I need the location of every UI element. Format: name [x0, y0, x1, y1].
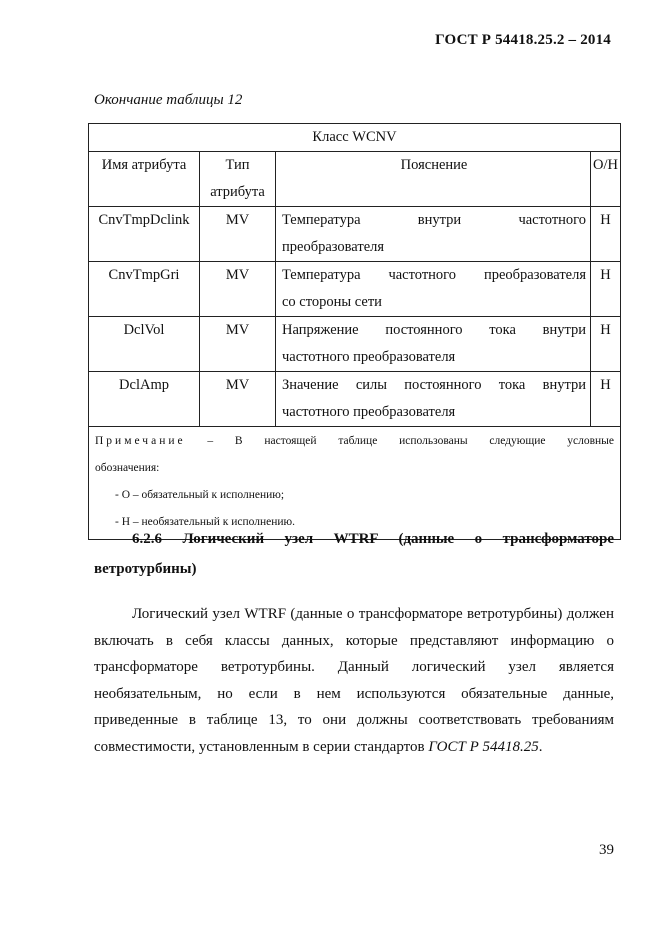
note-line1-text: – В настоящей таблице использованы следующие условные — [185, 435, 614, 447]
attr-type: MV — [200, 372, 276, 427]
attr-description-line2: со стороны сети — [282, 294, 382, 310]
header-description: Пояснение — [276, 152, 591, 207]
attr-description-line2: частотного преобразователя — [282, 349, 456, 365]
table-note — [89, 427, 621, 540]
attr-description-line1: Температура частотного преобразователя — [282, 267, 586, 283]
note-item-mandatory: - О – обязательный к исполнению; — [115, 489, 285, 501]
table-row — [89, 262, 621, 317]
note-item-optional: - Н – необязательный к исполнению. — [115, 516, 295, 528]
header-mo: О/Н — [591, 152, 621, 207]
attr-name: DclAmp — [89, 372, 200, 427]
attr-description-line1: Напряжение постоянного тока внутри — [282, 322, 586, 338]
section-heading-line1: 6.2.6 Логический узел WTRF (данные о трансформаторе — [132, 531, 614, 547]
note-line2: обозначения: — [95, 462, 160, 474]
attr-type: MV — [200, 262, 276, 317]
attr-description-line2: частотного преобразователя — [282, 404, 456, 420]
header-type — [200, 152, 276, 207]
note-line1 — [95, 428, 614, 455]
paragraph-text: Логический узел WTRF (данные о трансформаторе ветротурбины) должен включать в себя классы данных, которые представляют информацию о трансформаторе ветротурбины. Данный логический узел является необязательным, но если в нем используются обязательные данные, приведенные в таблице 13, то они должны соответствовать требованиям совместимости, установленным в серии стандартов — [94, 606, 614, 755]
attr-description-line1: Температура внутри частотного — [282, 212, 586, 228]
attr-mo: Н — [591, 207, 621, 262]
section-heading-line2: ветротурбины) — [94, 561, 197, 577]
attr-description — [276, 207, 591, 262]
document-header: ГОСТ Р 54418.25.2 – 2014 — [435, 32, 611, 48]
attr-description — [276, 372, 591, 427]
section-heading — [94, 524, 614, 584]
class-title: Класс WCNV — [89, 124, 621, 152]
table-row — [89, 317, 621, 372]
attr-name: CnvTmpGri — [89, 262, 200, 317]
attr-description — [276, 262, 591, 317]
attr-description-line2: преобразователя — [282, 239, 385, 255]
attr-mo: Н — [591, 317, 621, 372]
table-note-row — [89, 427, 621, 540]
attr-type: MV — [200, 317, 276, 372]
table-caption: Окончание таблицы 12 — [94, 92, 243, 108]
page-number: 39 — [599, 842, 614, 858]
header-type-line2: атрибута — [210, 184, 265, 200]
table-row — [89, 372, 621, 427]
attribute-table — [88, 123, 621, 540]
header-name: Имя атрибута — [89, 152, 200, 207]
note-label: Примечание — [95, 435, 186, 447]
standard-reference: ГОСТ Р 54418.25 — [428, 738, 539, 755]
attr-name: CnvTmpDclink — [89, 207, 200, 262]
attr-mo: Н — [591, 372, 621, 427]
attr-name: DclVol — [89, 317, 200, 372]
attr-description — [276, 317, 591, 372]
header-type-line1: Тип — [225, 157, 250, 173]
paragraph-end: . — [538, 738, 543, 755]
attr-mo: Н — [591, 262, 621, 317]
table-row — [89, 207, 621, 262]
body-paragraph — [94, 601, 614, 761]
table-header-row — [89, 152, 621, 207]
attr-type: MV — [200, 207, 276, 262]
attr-description-line1: Значение силы постоянного тока внутри — [282, 377, 586, 393]
table-class-row — [89, 124, 621, 152]
